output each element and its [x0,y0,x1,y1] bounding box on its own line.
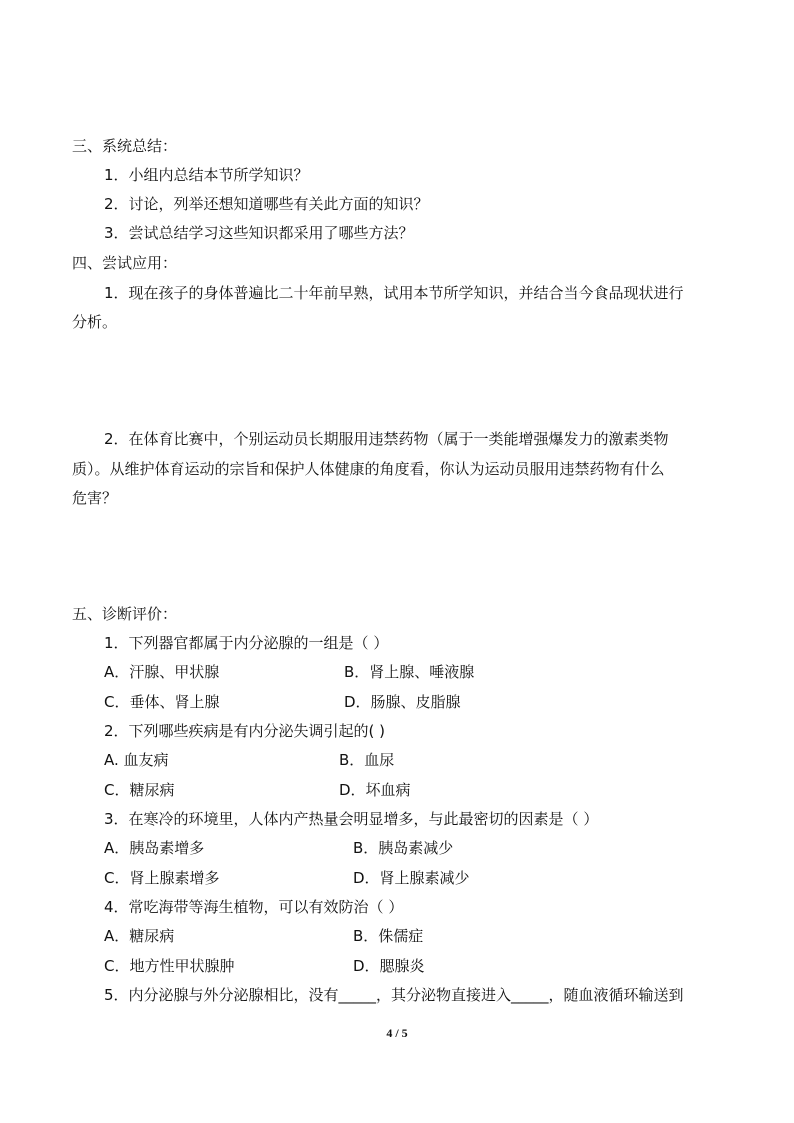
eval-q1-option-b: B．肾上腺、唾液腺 [344,663,475,681]
application-q1-line2: 分析。 [72,313,118,331]
eval-q2-option-b: B．血尿 [339,751,395,769]
eval-q4-stem: 4．常吃海带等海生植物，可以有效防治（ ） [104,898,404,916]
summary-item-2: 2．讨论，列举还想知道哪些有关此方面的知识？ [104,195,429,213]
eval-q1-option-c: C．垂体、肾上腺 [104,693,220,711]
application-q2-line1: 2．在体育比赛中，个别运动员长期服用违禁药物（属于一类能增强爆发力的激素类物 [104,430,669,448]
eval-q3-option-a: A．胰岛素增多 [104,839,205,857]
application-q1-line1: 1．现在孩子的身体普遍比二十年前早熟，试用本节所学知识，并结合当今食品现状进行 [104,284,684,302]
eval-q3-stem: 3．在寒冷的环境里，人体内产热量会明显增多，与此最密切的因素是（ ） [104,810,599,828]
eval-q2-option-c: C．糖尿病 [104,781,175,799]
application-q2-line2: 质）。从维护体育运动的宗旨和保护人体健康的角度看，你认为运动员服用违禁药物有什么 [72,460,665,478]
eval-q4-option-b: B．侏儒症 [353,927,424,945]
eval-q4-option-a: A．糖尿病 [104,927,175,945]
summary-item-1: 1．小组内总结本节所学知识？ [104,166,309,184]
eval-q2-option-a: A. 血友病 [104,751,169,769]
eval-q3-option-b: B．胰岛素减少 [353,839,454,857]
section-heading-summary: 三、系统总结： [72,137,178,155]
summary-item-3: 3．尝试总结学习这些知识都采用了哪些方法？ [104,224,414,242]
section-heading-application: 四、尝试应用： [72,254,178,272]
eval-q2-stem: 2．下列哪些疾病是有内分泌失调引起的( ) [104,722,386,740]
section-heading-evaluation: 五、诊断评价： [72,605,178,623]
eval-q1-option-a: A．汗腺、甲状腺 [104,663,220,681]
eval-q5-stem: 5．内分泌腺与外分泌腺相比，没有_____，其分泌物直接进入_____，随血液循环输送到 [104,986,684,1004]
eval-q3-option-d: D．肾上腺素减少 [353,869,470,887]
eval-q4-option-d: D．腮腺炎 [353,957,425,975]
application-q2-line3: 危害？ [72,489,118,507]
eval-q1-stem: 1．下列器官都属于内分泌腺的一组是（ ） [104,634,389,652]
eval-q4-option-c: C．地方性甲状腺肿 [104,957,235,975]
page-number: 4 / 5 [386,1026,408,1040]
eval-q1-option-d: D．肠腺、皮脂腺 [344,693,461,711]
eval-q2-option-d: D．坏血病 [339,781,411,799]
eval-q3-option-c: C．肾上腺素增多 [104,869,220,887]
